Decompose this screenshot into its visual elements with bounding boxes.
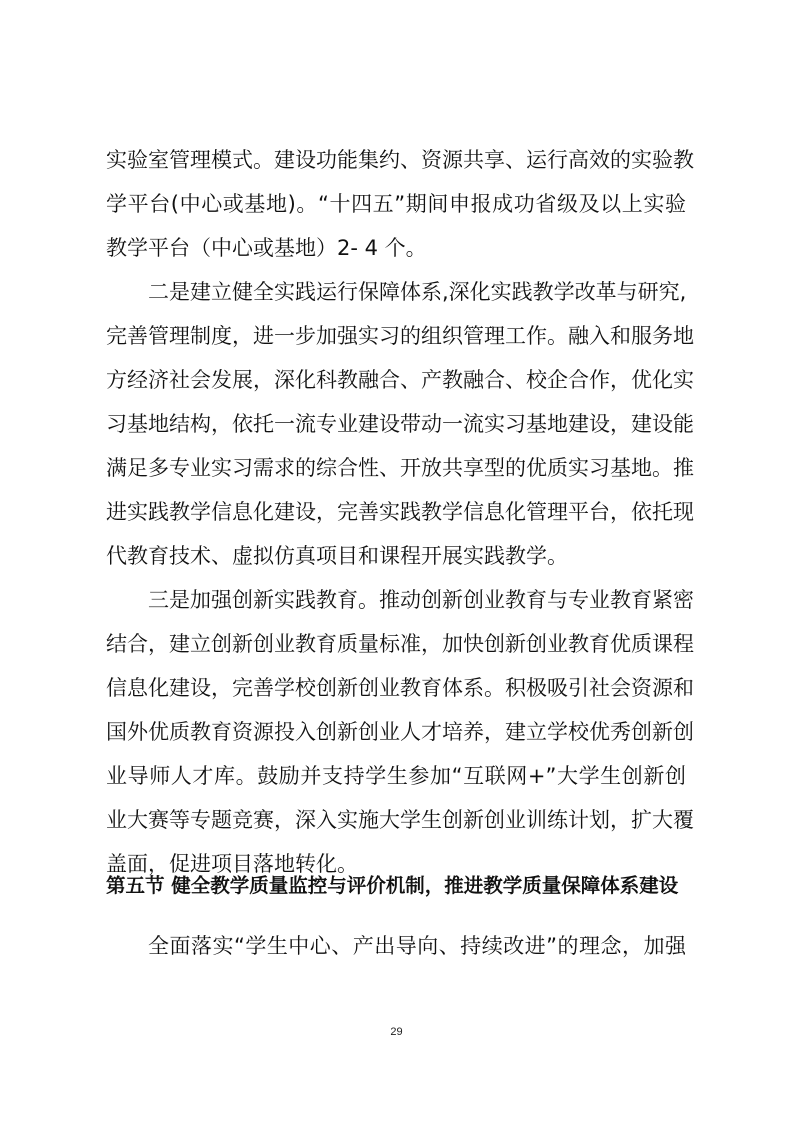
body-text-line: 业导师人才库。鼓励并支持学生参加“互联网+”大学生创新创 (106, 764, 686, 788)
body-text-line: 二是建立健全实践运行保障体系,深化实践教学改革与研究, (148, 280, 687, 304)
body-text-line: 信息化建设，完善学校创新创业教育体系。积极吸引社会资源和 (106, 676, 694, 700)
body-text-line: 进实践教学信息化建设，完善实践教学信息化管理平台，依托现 (106, 500, 694, 524)
body-text-line: 实验室管理模式。建设功能集约、资源共享、运行高效的实验教 (106, 148, 694, 172)
body-text-line: 结合，建立创新创业教育质量标准，加快创新创业教育优质课程 (106, 632, 694, 656)
body-text-line: 代教育技术、虚拟仿真项目和课程开展实践教学。 (106, 544, 568, 568)
body-text-line: 全面落实“学生中心、产出导向、持续改进”的理念，加强 (148, 934, 686, 958)
body-text-line: 满足多专业实习需求的综合性、开放共享型的优质实习基地。推 (106, 456, 694, 480)
body-text-line: 方经济社会发展，深化科教融合、产教融合、校企合作，优化实 (106, 368, 694, 392)
body-text-line: 学平台(中心或基地)。“十四五”期间申报成功省级及以上实验 (106, 192, 686, 216)
body-text-line: 习基地结构，依托一流专业建设带动一流实习基地建设，建设能 (106, 412, 694, 436)
body-text-line: 盖面，促进项目落地转化。 (106, 852, 358, 876)
page-number: 29 (390, 1026, 403, 1038)
body-text-line: 教学平台（中心或基地）2- 4 个。 (106, 236, 427, 260)
body-text-line: 国外优质教育资源投入创新创业人才培养，建立学校优秀创新创 (106, 720, 694, 744)
section-heading: 第五节 健全教学质量监控与评价机制，推进教学质量保障体系建设 (106, 874, 679, 897)
body-text-line: 完善管理制度，进一步加强实习的组织管理工作。融入和服务地 (106, 324, 694, 348)
body-text-line: 业大赛等专题竞赛，深入实施大学生创新创业训练计划，扩大覆 (106, 808, 694, 832)
body-text-line: 三是加强创新实践教育。推动创新创业教育与专业教育紧密 (148, 588, 694, 612)
